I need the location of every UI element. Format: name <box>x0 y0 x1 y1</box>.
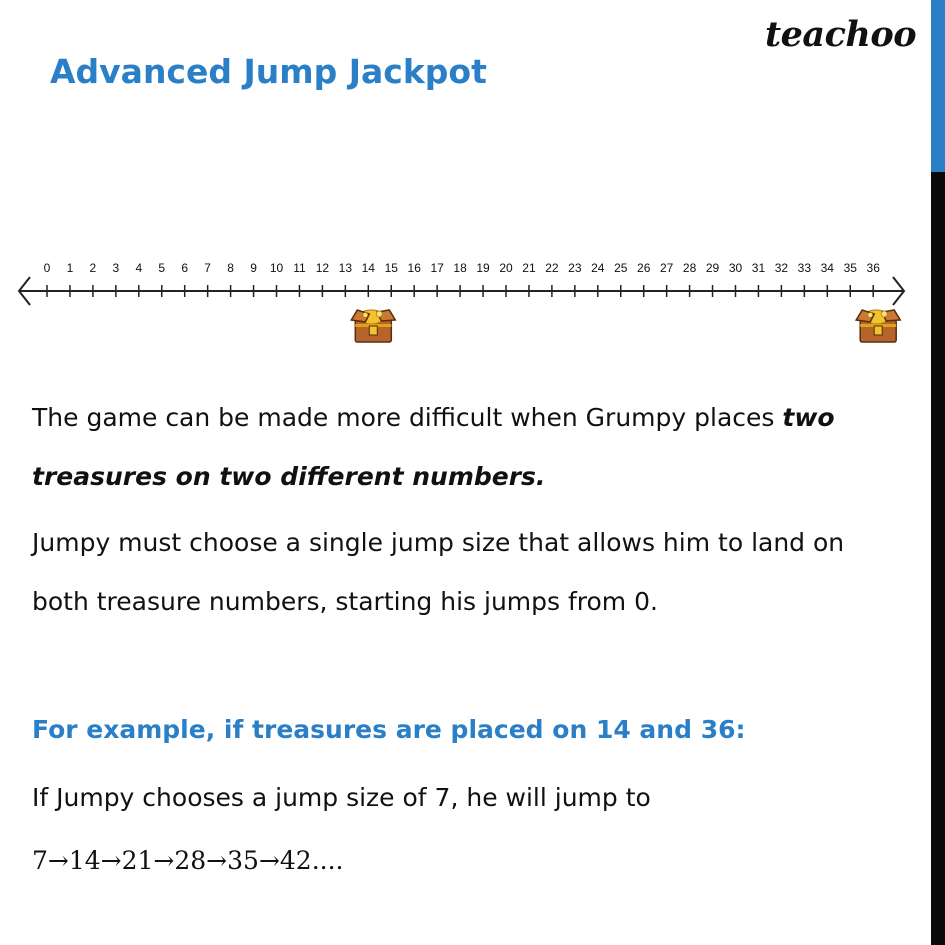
tick-label-9: 9 <box>250 261 257 275</box>
teachoo-logo: teachoo <box>765 14 917 55</box>
tick-label-22: 22 <box>545 261 559 275</box>
example-heading: For example, if treasures are placed on 14 and 36: <box>32 715 746 744</box>
paragraph-1-line-1 <box>32 403 912 432</box>
tick-label-31: 31 <box>751 261 766 275</box>
tick-label-6: 6 <box>181 261 189 275</box>
tick-label-2: 2 <box>89 261 97 275</box>
tick-label-36: 36 <box>866 261 880 275</box>
treasure-chest-icon <box>856 310 900 342</box>
tick-label-26: 26 <box>637 261 651 275</box>
tick-label-13: 13 <box>338 261 353 275</box>
tick-label-7: 7 <box>204 261 211 275</box>
tick-label-0: 0 <box>43 261 51 275</box>
paragraph-2-line-2: both treasure numbers, starting his jumps from 0. <box>32 587 658 616</box>
paragraph-2-line-1: Jumpy must choose a single jump size that allows him to land on <box>32 528 845 557</box>
tick-label-10: 10 <box>269 261 284 275</box>
sidebar-accent-bar <box>931 0 945 172</box>
tick-label-5: 5 <box>158 261 166 275</box>
tick-label-16: 16 <box>407 261 421 275</box>
tick-label-15: 15 <box>384 261 398 275</box>
tick-label-18: 18 <box>453 261 467 275</box>
tick-label-33: 33 <box>797 261 812 275</box>
paragraph-1-emphasis: two <box>782 403 835 432</box>
tick-label-25: 25 <box>614 261 628 275</box>
tick-label-11: 11 <box>293 261 306 275</box>
tick-label-30: 30 <box>728 261 743 275</box>
tick-label-3: 3 <box>112 261 120 275</box>
tick-label-23: 23 <box>568 261 582 275</box>
treasure-chest-icon <box>351 310 395 342</box>
tick-label-4: 4 <box>135 261 143 275</box>
paragraph-3: If Jumpy chooses a jump size of 7, he will jump to <box>32 783 651 812</box>
tick-label-28: 28 <box>682 261 697 275</box>
tick-label-20: 20 <box>499 261 513 275</box>
tick-label-19: 19 <box>476 261 490 275</box>
tick-label-21: 21 <box>522 261 536 275</box>
tick-label-24: 24 <box>591 261 605 275</box>
tick-label-35: 35 <box>843 261 857 275</box>
page-title: Advanced Jump Jackpot <box>50 52 487 91</box>
tick-label-1: 1 <box>66 261 74 275</box>
tick-label-34: 34 <box>820 261 834 275</box>
tick-label-32: 32 <box>774 261 789 275</box>
tick-label-12: 12 <box>315 261 330 275</box>
paragraph-1-text: The game can be made more difficult when Grumpy places <box>32 403 783 432</box>
tick-label-17: 17 <box>430 261 444 275</box>
tick-label-8: 8 <box>227 261 234 275</box>
jump-sequence: 7→14→21→28→35→42.... <box>32 846 344 875</box>
tick-label-14: 14 <box>361 261 375 275</box>
tick-label-29: 29 <box>705 261 720 275</box>
paragraph-1-line-2: treasures on two different numbers. <box>32 462 546 491</box>
tick-label-27: 27 <box>659 261 674 275</box>
number-line <box>0 250 931 365</box>
